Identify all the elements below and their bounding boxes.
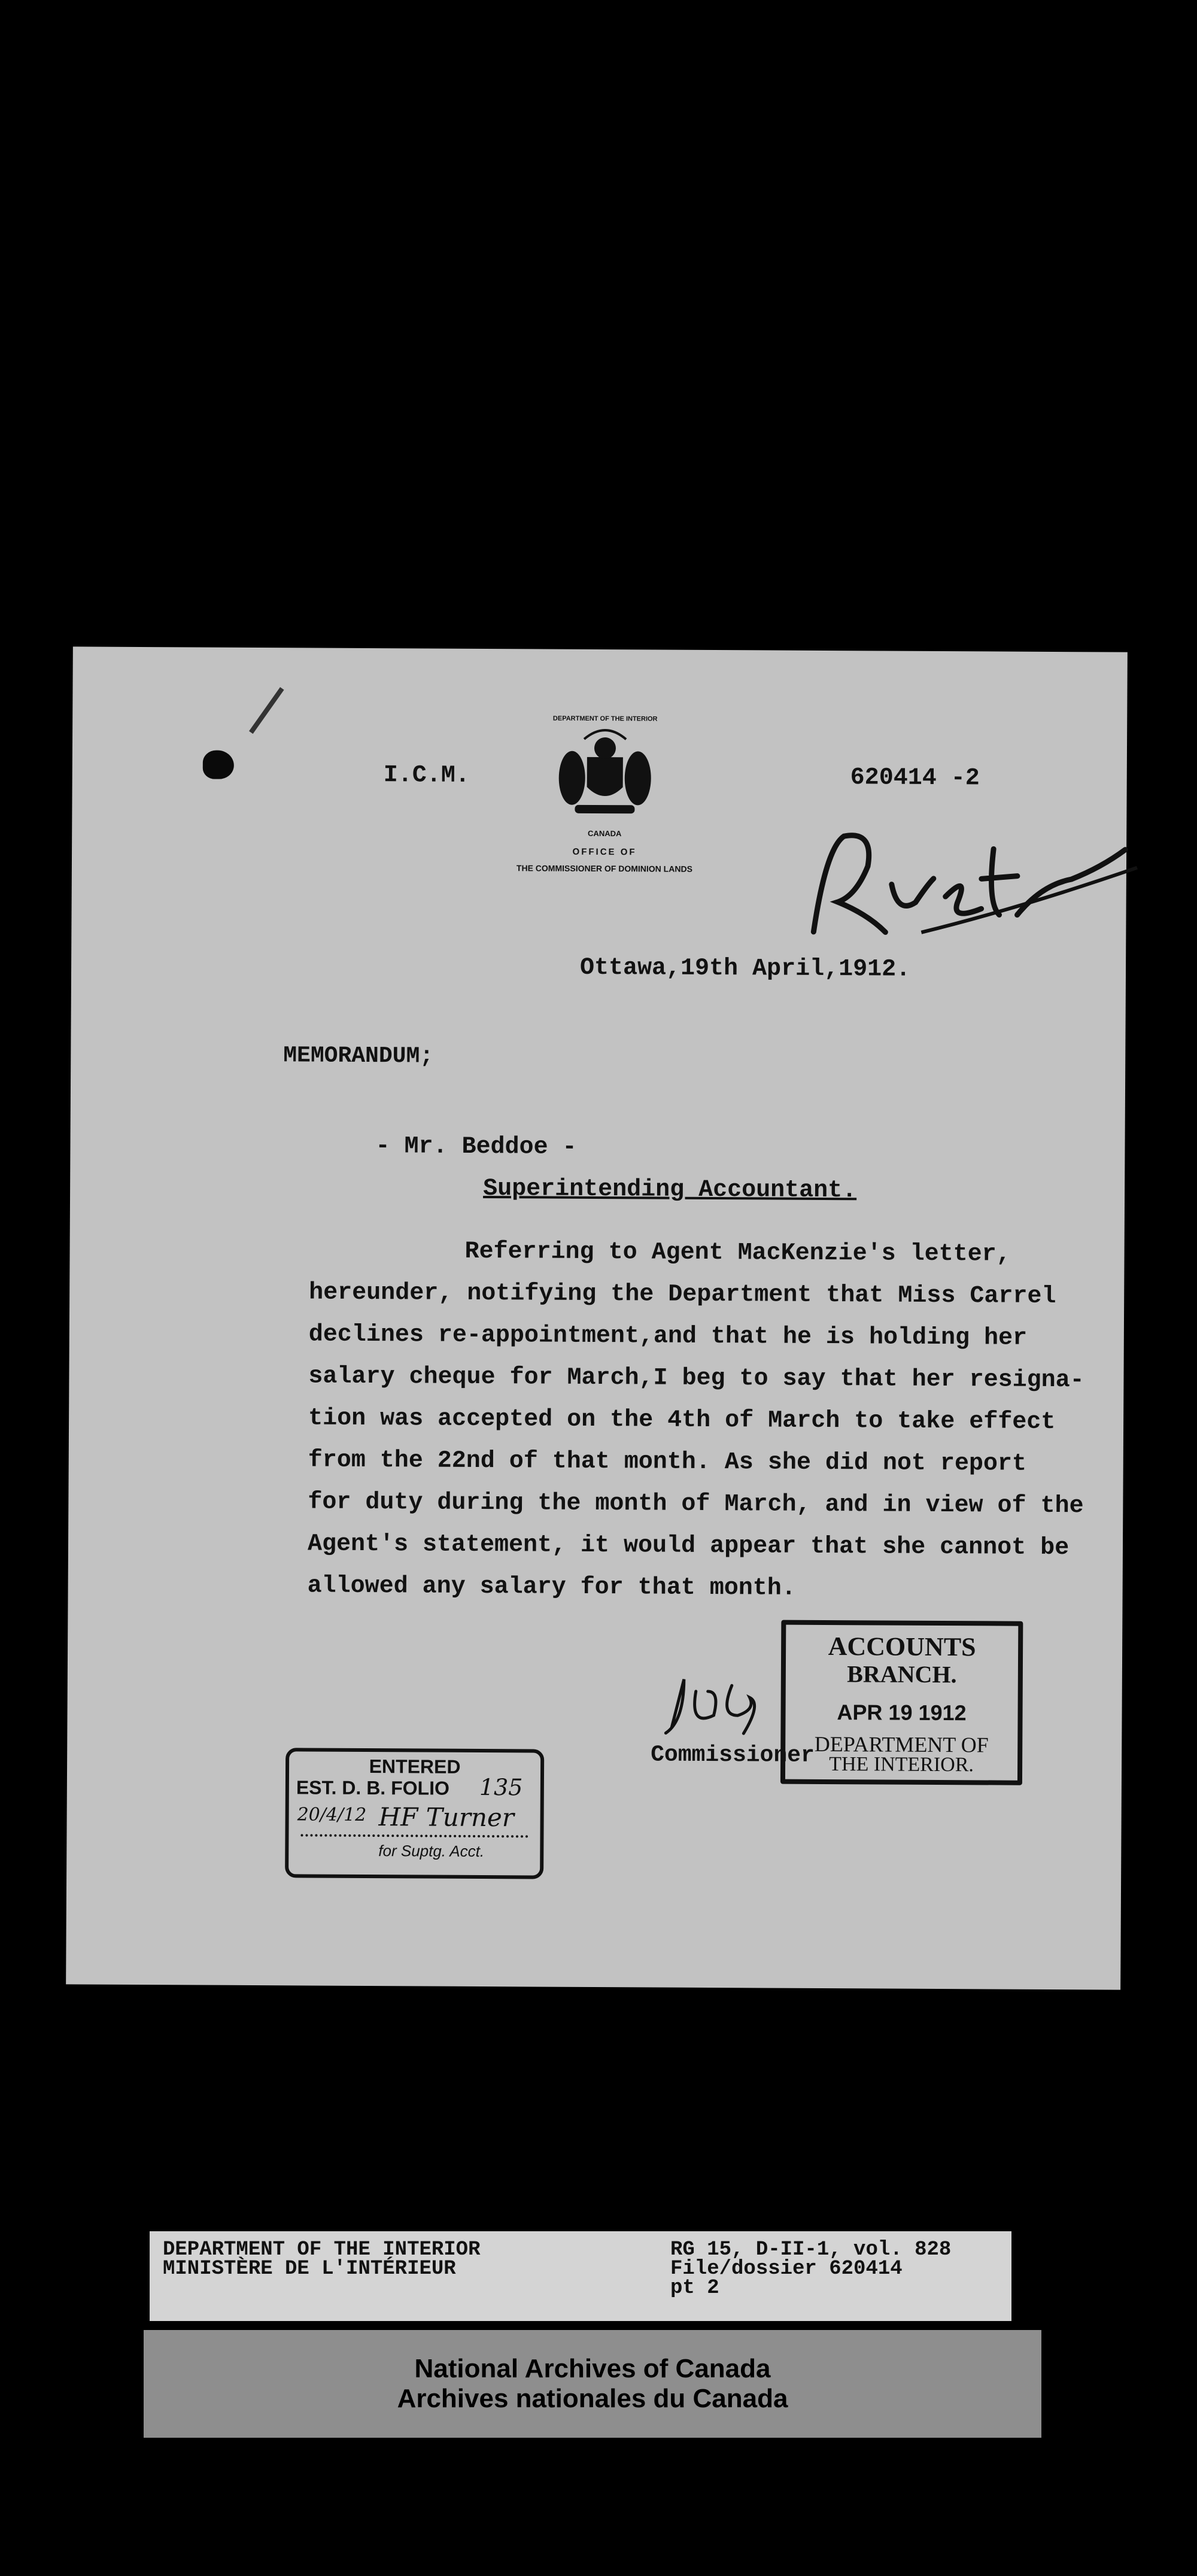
stamp-accounts: ACCOUNTS — [828, 1632, 976, 1662]
body-line: for duty during the month of March, and in view of the — [308, 1489, 1084, 1520]
stamp-dept2: THE INTERIOR. — [829, 1753, 974, 1776]
body-line: tion was accepted on the 4th of March to take effect — [308, 1405, 1056, 1436]
entered-signature: HF Turner — [378, 1802, 515, 1833]
date-line: Ottawa,19th April,1912. — [579, 954, 911, 983]
file-number: 620414 -2 — [850, 764, 980, 792]
entered-title: ENTERED — [369, 1755, 461, 1778]
addressee-title — [483, 1175, 856, 1204]
archive-reference-label — [150, 2231, 1011, 2321]
body-line: Referring to Agent MacKenzie's letter, — [464, 1238, 1011, 1268]
body-line: hereunder, notifying the Department that Miss Carrel — [309, 1279, 1056, 1311]
body-line: Agent's statement, it would appear that she cannot be — [307, 1530, 1070, 1562]
archives-banner — [144, 2330, 1041, 2438]
letterhead-country: CANADA — [588, 828, 622, 839]
body-line: salary cheque for March,I beg to say that her resigna- — [308, 1363, 1084, 1395]
addressee: - Mr. Beddoe - — [375, 1133, 577, 1161]
folio-label: EST. D. B. FOLIO — [296, 1776, 449, 1799]
dotted-line — [300, 1834, 528, 1837]
stamp-date: APR 19 1912 — [837, 1700, 967, 1726]
ref-line3: pt 2 — [670, 2277, 719, 2299]
letterhead-commissioner: THE COMMISSIONER OF DOMINION LANDS — [516, 863, 692, 874]
archives-name-en: National Archives of Canada — [414, 2354, 771, 2383]
dept-en: DEPARTMENT OF THE INTERIOR — [163, 2238, 481, 2261]
accounts-branch-stamp — [780, 1620, 1023, 1785]
pencil-mark — [249, 687, 284, 734]
body-line: from the 22nd of that month. As she did not report — [308, 1447, 1027, 1478]
archives-name-fr: Archives nationales du Canada — [397, 2384, 788, 2413]
memo-heading: MEMORANDUM; — [283, 1043, 434, 1070]
coat-of-arms-icon — [551, 715, 659, 830]
addressee-title-text: Superintending Accountant. — [483, 1175, 857, 1205]
entered-stamp — [285, 1748, 544, 1879]
ref-line1: RG 15, D-II-1, vol. 828 — [670, 2238, 952, 2261]
body-line: allowed any salary for that month. — [307, 1572, 796, 1602]
folio-number: 135 — [479, 1773, 523, 1801]
letterhead-office: OFFICE OF — [572, 846, 637, 858]
dept-fr: MINISTÈRE DE L'INTÉRIEUR — [163, 2258, 456, 2280]
stamp-branch: BRANCH. — [847, 1660, 957, 1688]
ref-line2: File/dossier 620414 — [670, 2258, 903, 2280]
document-page — [66, 646, 1128, 1989]
signature-label: Commissioner — [651, 1742, 815, 1769]
entered-date: 20/4/12 — [297, 1804, 367, 1825]
punch-hole — [203, 751, 234, 779]
letterhead-arch-text: DEPARTMENT OF THE INTERIOR — [552, 715, 658, 723]
signature-initials — [660, 1667, 780, 1740]
body-line: declines re-appointment,and that he is holding her — [308, 1321, 1028, 1352]
for-label: for Suptg. Acct. — [378, 1842, 485, 1861]
rush-handwriting — [789, 812, 1149, 952]
icm-code: I.C.M. — [383, 762, 470, 789]
stamp-dept1: DEPARTMENT OF — [814, 1731, 989, 1757]
